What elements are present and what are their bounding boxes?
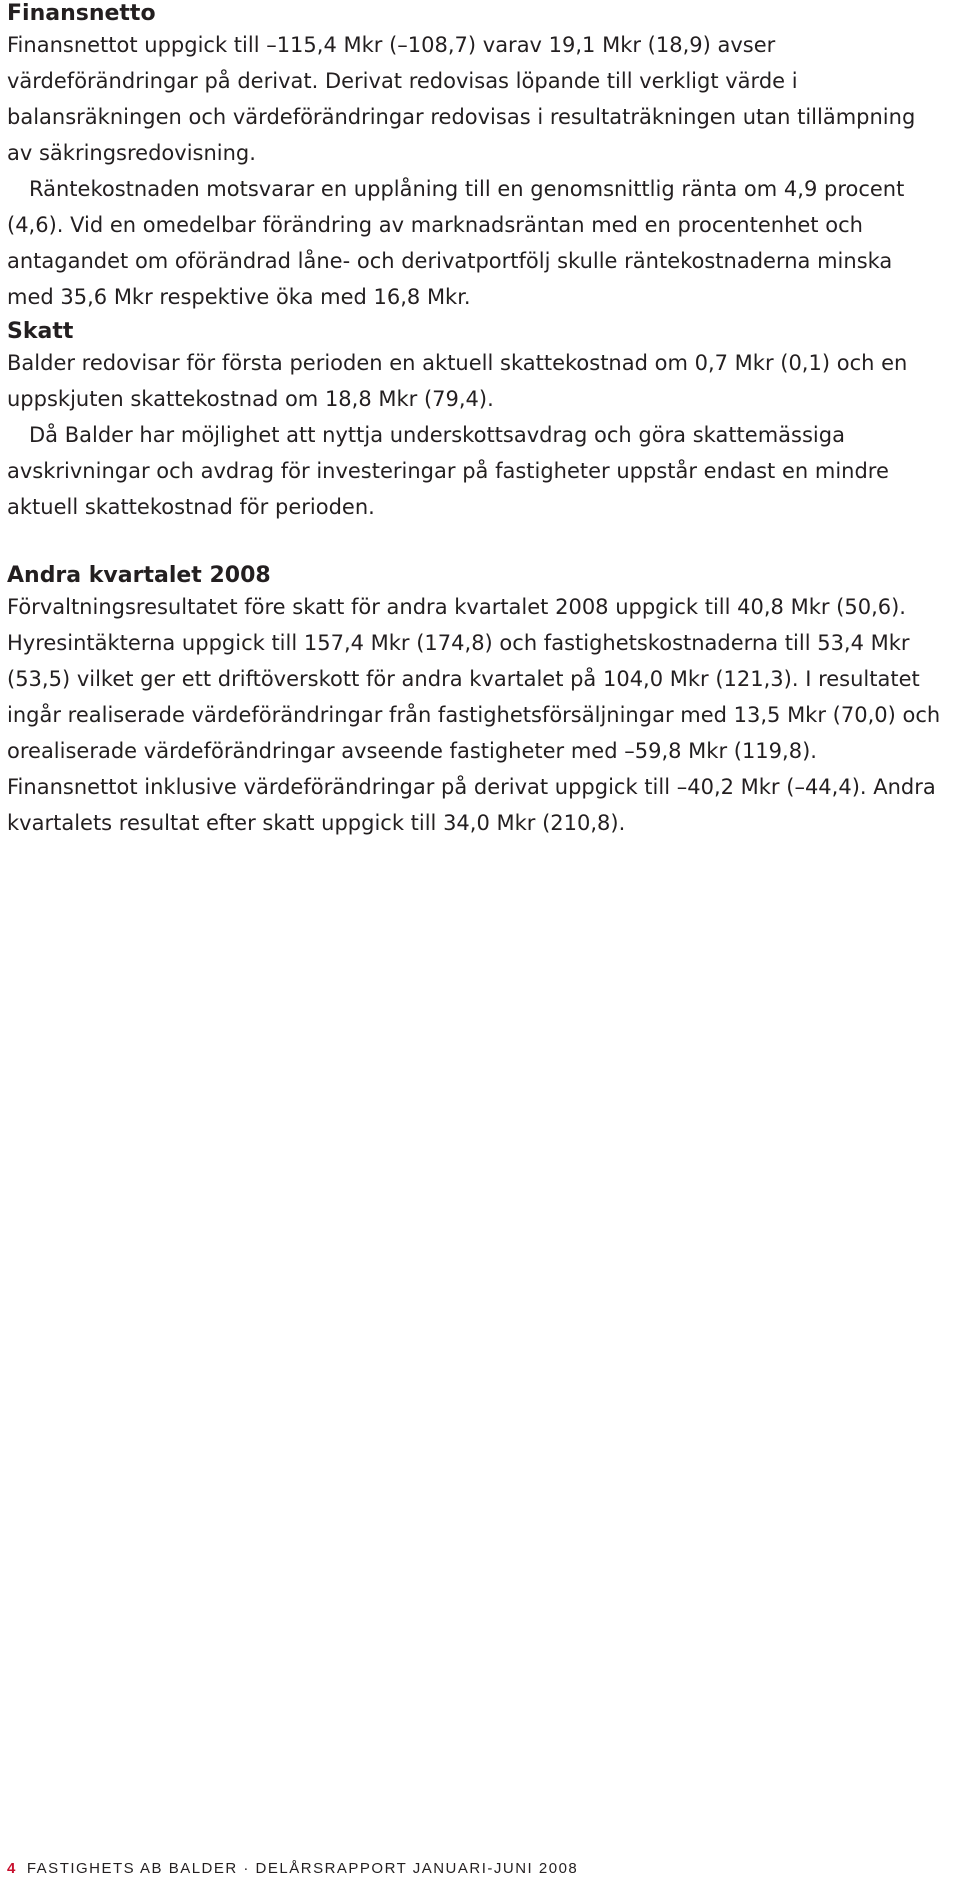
section-finansnetto xyxy=(7,0,945,315)
section-heading: Skatt xyxy=(7,319,74,344)
body-paragraph: Räntekostnaden motsvarar en upplåning till en genomsnittlig ränta om 4,9 procent (4,6). Vid en omedelbar förändring av marknadsräntan med en procentenhet och antagandet om oförändrad låne- och derivatportfölj skulle räntekostnaderna minska med 35,6 Mkr respektive öka med 16,8 Mkr. xyxy=(7,177,905,309)
body-paragraph: Balder redovisar för första perioden en aktuell skattekostnad om 0,7 Mkr (0,1) och en uppskjuten skattekostnad om 18,8 Mkr (79,4). xyxy=(7,351,908,411)
page-number: 4 xyxy=(7,1860,17,1877)
section-andra-kvartalet xyxy=(7,562,945,841)
footer-text: FASTIGHETS AB BALDER · DELÅRSRAPPORT JANUARI-JUNI 2008 xyxy=(26,1860,579,1877)
body-paragraph: Förvaltningsresultatet före skatt för andra kvartalet 2008 uppgick till 40,8 Mkr (50,6). Hyresintäkterna uppgick till 157,4 Mkr (174,8) och fastighetskostnaderna till 53,4 Mkr (53,5) vilket ger ett driftöverskott för andra kvartalet på 104,0 Mkr (121,3). I resultatet ingår realiserade värdeförändringar från fastighetsförsäljningar med 13,5 Mkr (70,0) och orealiserade värdeförändringar avseende fastigheter med –59,8 Mkr (119,8). Finansnettot inklusive värdeförändringar på derivat uppgick till –40,2 Mkr (–44,4). Andra kvartalets resultat efter skatt uppgick till 34,0 Mkr (210,8). xyxy=(7,595,941,835)
body-paragraph: Finansnettot uppgick till –115,4 Mkr (–108,7) varav 19,1 Mkr (18,9) avser värdeförändringar på derivat. Derivat redovisas löpande till verkligt värde i balansräkningen och värdeförändringar redovisas i resultaträkningen utan tillämpning av säkringsredovisning. xyxy=(7,33,916,165)
body-paragraph: Då Balder har möjlighet att nyttja underskottsavdrag och göra skattemässiga avskrivningar och avdrag för investeringar på fastigheter uppstår endast en mindre aktuell skattekostnad för perioden. xyxy=(7,423,889,519)
section-heading: Finansnetto xyxy=(7,1,156,26)
section-heading: Andra kvartalet 2008 xyxy=(7,563,271,588)
page-footer xyxy=(7,1860,578,1877)
section-skatt xyxy=(7,318,945,525)
